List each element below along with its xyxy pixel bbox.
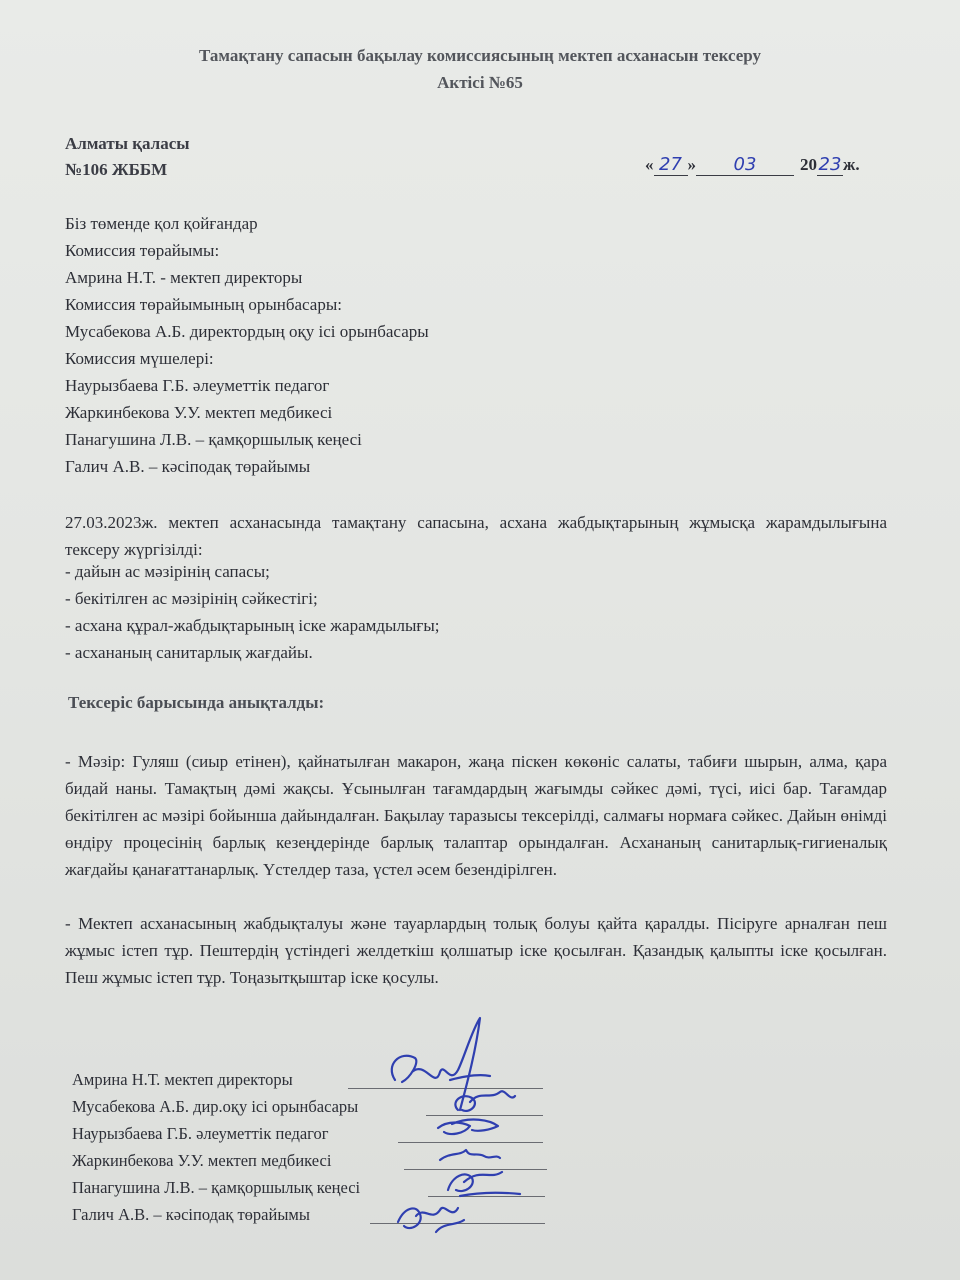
signatory-line: Галич А.В. – кәсіподақ төрайымы [72, 1205, 310, 1224]
inspection-item: - бекітілген ас мәзірінің сәйкестігі; [65, 589, 318, 608]
date-month: 03 [733, 154, 757, 175]
findings-heading: Тексеріс барысында анықталды: [68, 693, 325, 712]
commission-line: Галич А.В. – кәсіподақ төрайымы [65, 457, 311, 476]
signatory-line: Мусабекова А.Б. дир.оқу ісі орынбасары [72, 1097, 359, 1116]
document-date [645, 154, 860, 176]
signatory-line: Панагушина Л.В. – қамқоршылық кеңесі [72, 1178, 361, 1197]
signature-6 [398, 1208, 464, 1232]
signatory-line: Жаркинбекова У.У. мектеп медбикесі [72, 1151, 332, 1170]
date-day-field [654, 154, 688, 176]
date-close-quote: » [687, 155, 696, 174]
inspection-intro: 27.03.2023ж. мектеп асханасында тамақтану сапасына, асхана жабдықтарының жұмысқа жарамдылығына тексеру жүргізілді: [65, 513, 887, 559]
act-number: Актісі №65 [437, 73, 523, 92]
inspection-item: - асхана құрал-жабдықтарының іске жарамдылығы; [65, 616, 440, 635]
commission-line: Комиссия мүшелері: [65, 349, 214, 368]
commission-line: Комиссия төрайымының орынбасары: [65, 295, 342, 314]
city-label: Алматы қаласы [65, 134, 190, 153]
document-title: Тамақтану сапасын бақылау комиссиясының мектеп асханасын тексеру [198, 46, 761, 65]
signatory-line: Наурызбаева Г.Б. әлеуметтік педагог [72, 1124, 329, 1143]
inspection-item: - асхананың санитарлық жағдайы. [65, 643, 313, 662]
date-suffix: ж. [843, 155, 860, 174]
signature-5 [448, 1172, 520, 1196]
date-day: 27 [659, 154, 682, 175]
commission-line: Панагушина Л.В. – қамқоршылық кеңесі [65, 430, 362, 449]
handwritten-signatures [340, 1010, 560, 1250]
date-month-field [696, 154, 794, 176]
commission-line: Амрина Н.Т. - мектеп директоры [65, 268, 303, 287]
signature-1 [392, 1018, 490, 1110]
findings-paragraph-menu: - Мәзір: Гуляш (сиыр етінен), қайнатылған макарон, жаңа піскен көкөніс салаты, табиғи шырын, алма, қара бидай наны. Тамақтың дәмі жақсы. Ұсынылған тағамдардың жағымды сәйкес дәмі, түсі, иісі бар. Тағамдар бекітілген ас мәзірі бойынша дайындалған. Бақылау таразысы тексерілді, салмағы нормаға сәйкес. Дайын өнімді өндіру процесінің барлық кезеңдерінде барлық талаптар орындалған. Асхананың санитарлық-гигиеналық жағдайы қанағаттанарлық. Үстелдер таза, үстел әсем безендірілген. [65, 752, 887, 879]
inspection-item: - дайын ас мәзірінің сапасы; [65, 562, 270, 581]
school-label: №106 ЖББМ [65, 160, 168, 179]
signature-4 [440, 1150, 500, 1160]
commission-line: Комиссия төрайымы: [65, 241, 220, 260]
commission-line: Жаркинбекова У.У. мектеп медбикесі [65, 403, 333, 422]
commission-line: Біз төменде қол қойғандар [65, 214, 258, 233]
signature-3 [438, 1120, 498, 1134]
commission-line: Мусабекова А.Б. директордың оқу ісі орынбасары [65, 322, 429, 341]
signatory-line: Амрина Н.Т. мектеп директоры [72, 1070, 293, 1089]
date-open-quote: « [645, 155, 654, 174]
commission-line: Наурызбаева Г.Б. әлеуметтік педагог [65, 376, 330, 395]
date-year-prefix: 20 [800, 155, 817, 174]
findings-paragraph-equipment: - Мектеп асханасының жабдықталуы және тауарлардың толық болуы қайта қаралды. Пісіруге арналған пеш жұмыс істеп тұр. Пештердің үстіндегі желдеткіш қолшатыр іске қосылған. Қазандық қалыпты іске қосылған. Пеш жұмыс істеп тұр. Тоңазытқыштар іске қосулы. [65, 914, 887, 987]
date-year-suffix: 23 [818, 154, 842, 175]
date-year-field [817, 154, 843, 176]
